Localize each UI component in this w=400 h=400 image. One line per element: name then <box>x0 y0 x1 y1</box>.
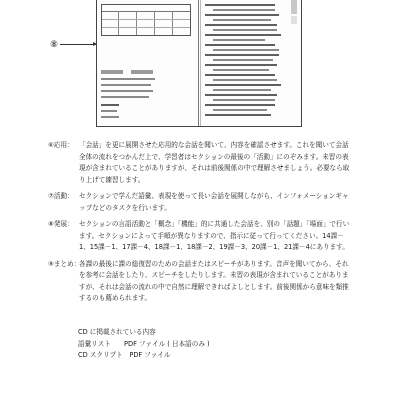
page-gutter-shadow <box>200 0 201 126</box>
left-page-table <box>101 4 191 36</box>
note-item-ouyou <box>48 140 354 186</box>
cd-vocabulary-list-line: 語彙リスト PDF ファイル ( 日本語のみ ) <box>78 339 210 348</box>
cd-contents <box>78 327 210 362</box>
callout-arrow-icon <box>60 44 96 45</box>
figure-callout-label: ⑧ <box>50 40 59 50</box>
right-page <box>205 0 299 124</box>
page-gutter <box>198 0 199 126</box>
left-page-list <box>101 70 161 122</box>
left-page <box>101 0 195 124</box>
note-label: ⑧発展： <box>48 220 74 228</box>
note-text: セクションで学んだ語彙、表現を使って長い会話を展開しながら、インフォメーションギャップなどのタスクを行います。 <box>79 192 349 212</box>
note-text: セクションの言語活動と「概念」「機能」的に共通した会話を、別の「話題」「場面」で行います。セクションによって手順が異なりますので、指示に従って行ってください。14課－1、15課－1、17課－4、18課－1、18課－2、19課－3、20課－1、21課－4にあります。 <box>79 220 350 251</box>
note-text: 各課の最後に課の総復習のための会話またはスピーチがあります。音声を聞いてから、それを参考に会話をしたり、スピーチをしたりします。未習の表現が含まれていることがありますが、それは会話の流れの中で自然に理解できればよしとします。前後関係から意味を類推するのも薦められます。 <box>79 259 349 302</box>
note-label: ⑨まとめ： <box>48 259 81 268</box>
page-tab-marker <box>291 0 297 14</box>
note-item-matome <box>48 259 354 305</box>
note-text: 「会話」を更に展開させた応用的な会話を聞いて、内容を確認させます。これを聞いて会話全体の流れをつかんだ上で、学習者はセクションの最後の「活動」にのぞみます。未習の表現が含まれていることがありますが、それは前後関係の中で理解させましょう。必要なら取り上げて練習します。 <box>79 141 350 184</box>
note-item-hatten <box>48 219 354 254</box>
note-item-katsudou <box>48 191 354 214</box>
cd-contents-heading: CD に掲載されている内容 <box>78 328 156 336</box>
cd-script-line: CD スクリプト PDF ファイル <box>78 351 171 359</box>
note-label: ⑦活動： <box>48 192 74 200</box>
explanation-list <box>48 140 354 310</box>
textbook-page-image <box>96 0 302 127</box>
note-label: ⑥応用： <box>48 141 74 149</box>
